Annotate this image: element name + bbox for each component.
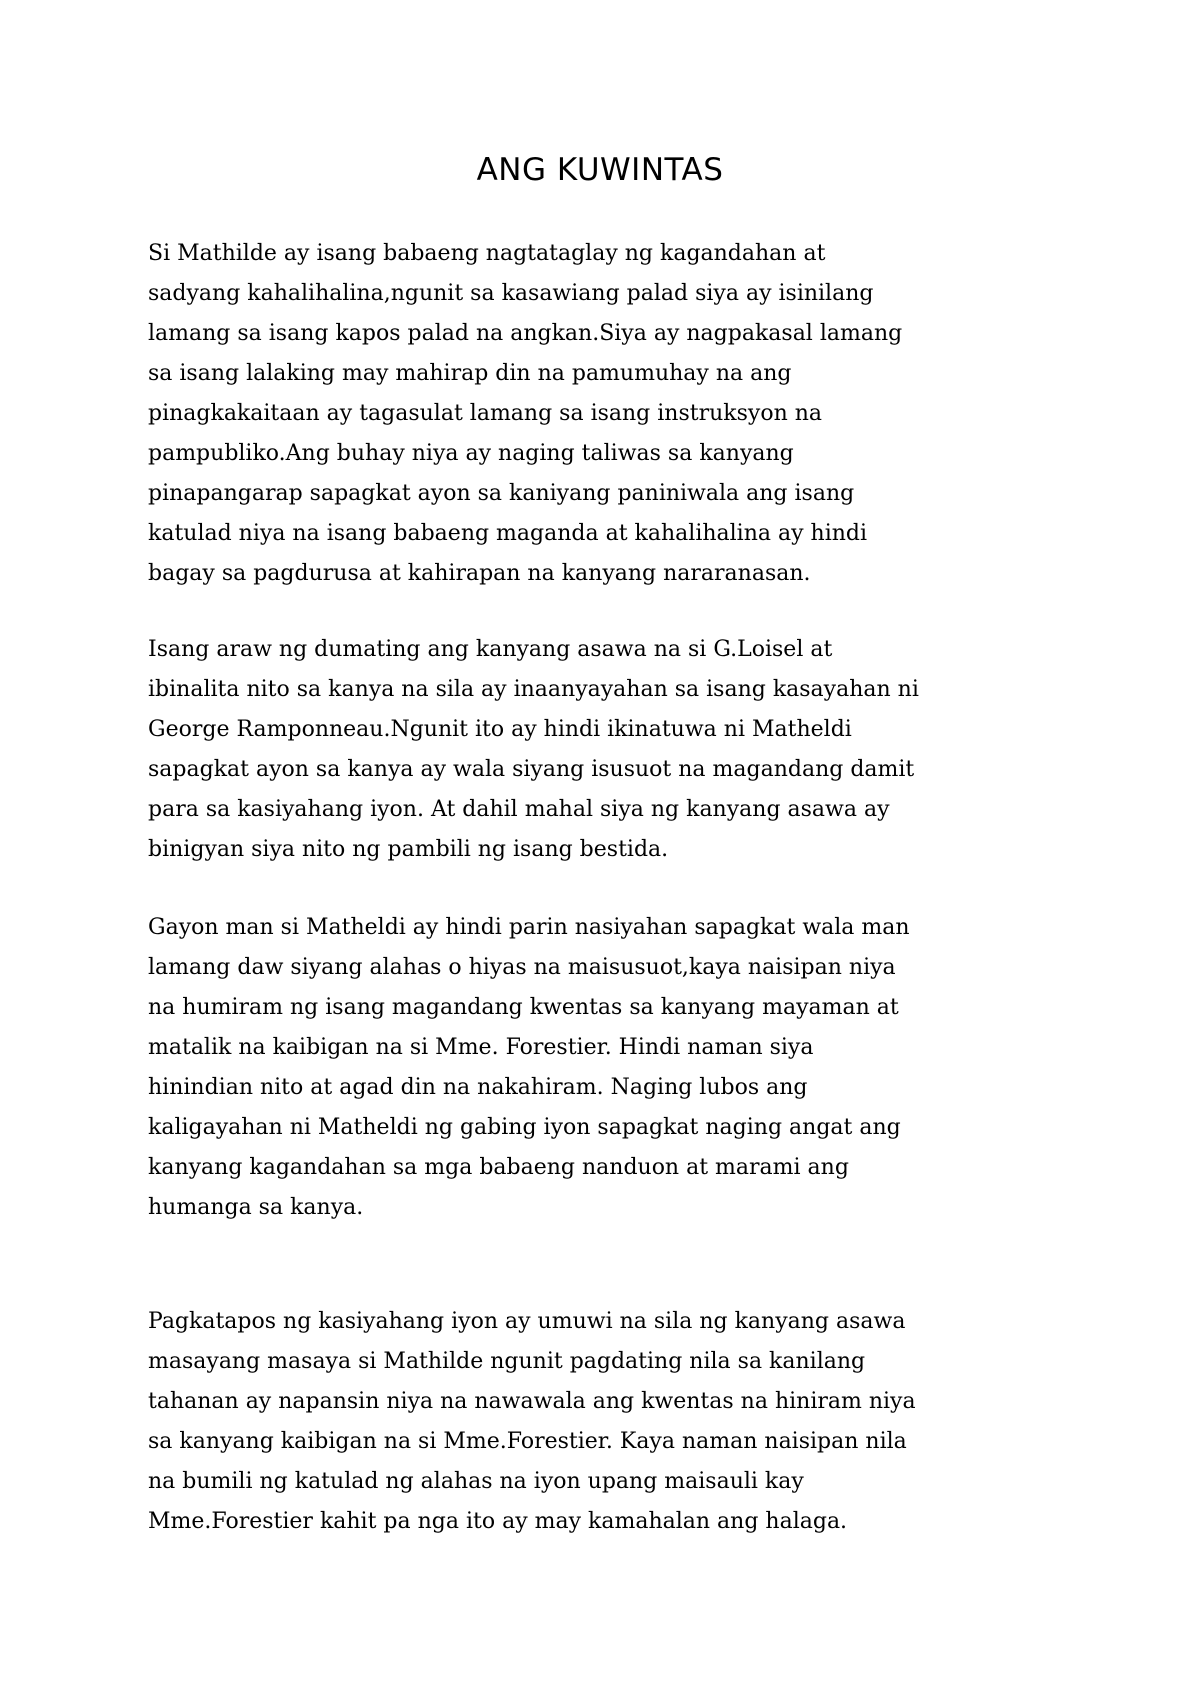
text-line: lamang daw siyang alahas o hiyas na maisusuot,kaya naisipan niya	[148, 955, 896, 980]
text-line: lamang sa isang kapos palad na angkan.Siya ay nagpakasal lamang	[148, 321, 903, 346]
text-line: hinindian nito at agad din na nakahiram. Naging lubos ang	[148, 1075, 808, 1100]
text-line: masayang masaya si Mathilde ngunit pagdating nila sa kanilang	[148, 1349, 866, 1374]
text-line: kanyang kagandahan sa mga babaeng nanduon at marami ang	[148, 1155, 849, 1180]
text-line: sa isang lalaking may mahirap din na pamumuhay na ang	[148, 361, 792, 386]
text-line: na bumili ng katulad ng alahas na iyon upang maisauli kay	[148, 1469, 804, 1494]
text-line: kaligayahan ni Matheldi ng gabing iyon sapagkat naging angat ang	[148, 1115, 901, 1140]
text-line: Mme.Forestier kahit pa nga ito ay may kamahalan ang halaga.	[148, 1509, 848, 1534]
text-line: pinagkakaitaan ay tagasulat lamang sa isang instruksyon na	[148, 401, 823, 426]
text-line: sapagkat ayon sa kanya ay wala siyang isusuot na magandang damit	[148, 757, 915, 782]
text-line: pampubliko.Ang buhay niya ay naging taliwas sa kanyang	[148, 441, 794, 466]
text-line: George Ramponneau.Ngunit ito ay hindi ikinatuwa ni Matheldi	[148, 717, 852, 742]
paragraph-3	[148, 908, 948, 1228]
text-line: ibinalita nito sa kanya na sila ay inaanyayahan sa isang kasayahan ni	[148, 677, 919, 702]
text-line: Pagkatapos ng kasiyahang iyon ay umuwi na sila ng kanyang asawa	[148, 1309, 906, 1334]
text-line: sadyang kahalihalina,ngunit sa kasawiang palad siya ay isinilang	[148, 281, 874, 306]
text-line: para sa kasiyahang iyon. At dahil mahal siya ng kanyang asawa ay	[148, 797, 890, 822]
paragraph-2	[148, 630, 948, 870]
paragraph-1	[148, 234, 948, 594]
text-line: bagay sa pagdurusa at kahirapan na kanyang nararanasan.	[148, 561, 811, 586]
text-line: pinapangarap sapagkat ayon sa kaniyang paniniwala ang isang	[148, 481, 855, 506]
text-line: humanga sa kanya.	[148, 1195, 364, 1220]
text-line: na humiram ng isang magandang kwentas sa kanyang mayaman at	[148, 995, 899, 1020]
text-line: tahanan ay napansin niya na nawawala ang kwentas na hiniram niya	[148, 1389, 916, 1414]
text-line: matalik na kaibigan na si Mme. Forestier. Hindi naman siya	[148, 1035, 814, 1060]
text-line: Isang araw ng dumating ang kanyang asawa na si G.Loisel at	[148, 637, 833, 662]
text-line: katulad niya na isang babaeng maganda at kahalihalina ay hindi	[148, 521, 868, 546]
document-title: ANG KUWINTAS	[476, 152, 724, 188]
text-line: sa kanyang kaibigan na si Mme.Forestier. Kaya naman naisipan nila	[148, 1429, 907, 1454]
paragraph-4	[148, 1302, 948, 1542]
text-line: binigyan siya nito ng pambili ng isang bestida.	[148, 837, 669, 862]
text-line: Si Mathilde ay isang babaeng nagtataglay ng kagandahan at	[148, 241, 826, 266]
text-line: Gayon man si Matheldi ay hindi parin nasiyahan sapagkat wala man	[148, 915, 910, 940]
